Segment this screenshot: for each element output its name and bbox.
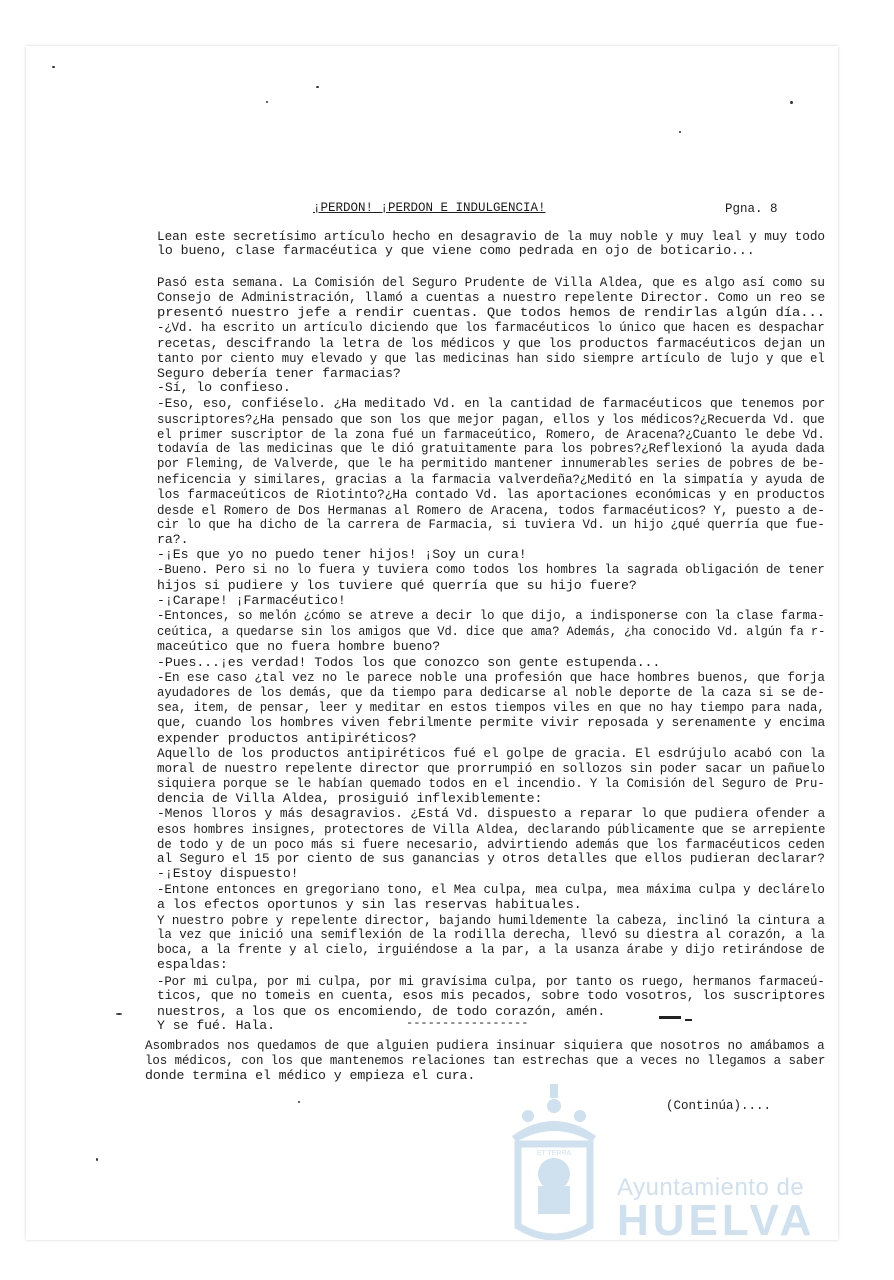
body-line: cir lo que ha dicho de la carrera de Farmacia, si tuviera Vd. un hijo ¿qué querría que fue-: [157, 517, 825, 532]
speck: [52, 66, 55, 68]
body-line: de todo y de un poco más si fuere necesario, advirtiendo además que los farmacéuticos ceden: [157, 837, 825, 852]
body-line: presentó nuestro jefe a rendir cuentas. Que todos hemos de rendirlas algún día...: [157, 305, 825, 320]
separator-line: -----------------: [406, 1016, 529, 1030]
footer-line: Asombrados nos quedamos de que alguien pudiera insinuar siquiera que nosotros no amábamos a: [145, 1038, 825, 1053]
body-line: lo bueno, clase farmacéutica y que viene como pedrada en ojo de boticario...: [157, 243, 755, 258]
body-line: -Eso, eso, confiéselo. ¿Ha meditado Vd. en la cantidad de farmacéuticos que tenemos por: [157, 396, 826, 411]
body-line: por Fleming, de Valverde, que le ha permitido mantener innumerables series de pobres de be-: [157, 456, 825, 471]
body-line: Lean este secretísimo artículo hecho en desagravio de la muy noble y muy leal y muy todo: [157, 229, 826, 244]
body-line: -Pues...¡es verdad! Todos los que conozco son gente estupenda...: [157, 655, 661, 670]
body-line: Consejo de Administración, llamó a cuentas a nuestro repelente Director. Como un reo se: [157, 290, 826, 305]
ink-mark: [685, 1019, 692, 1021]
page-number: Pgna. 8: [725, 202, 778, 216]
body-line: ra?.: [157, 532, 189, 547]
body-line: Y nuestro pobre y repelente director, bajando humildemente la cabeza, inclinó la cintura a: [157, 913, 825, 928]
footer-line: donde termina el médico y empieza el cura.: [145, 1068, 476, 1083]
body-line: ceútica, a quedarse sin los amigos que Vd. dice que ama? Además, ¿ha conocido Vd. algún fa r-: [157, 624, 826, 639]
speck: [96, 1158, 98, 1161]
footer-line: los médicos, con los que mantenemos relaciones tan estrechas que a veces no llegamos a saber: [145, 1053, 826, 1068]
body-line: desde el Romero de Dos Hermanas al Romero de Aracena, todos farmacéuticos? Y, puesto a de-: [157, 503, 825, 518]
body-line: Aquello de los productos antipiréticos fué el golpe de gracia. El esdrújulo acabó con la: [157, 746, 826, 761]
watermark-line-2: HUELVA: [617, 1196, 816, 1240]
body-line: siquiera porque se le habían quemado todos en el incendio. Y la Comisión del Seguro de Pru-: [157, 776, 825, 791]
body-line: la vez que inició una semiflexión de la rodilla derecha, llevó su diestra al corazón, a la: [157, 927, 825, 942]
body-line: ticos, que no tomeis en cuenta, esos mis pecados, sobre todo vosotros, los suscriptores: [157, 988, 826, 1003]
body-line: -Menos lloros y más desagravios. ¿Está Vd. dispuesto a reparar lo que pudiera ofender a: [157, 806, 826, 821]
body-line: Seguro debería tener farmacias?: [157, 366, 401, 381]
body-line: -¡Es que yo no puedo tener hijos! ¡Soy un cura!: [157, 547, 527, 562]
speck: [679, 131, 681, 133]
speck: [316, 86, 319, 88]
body-line: moral de nuestro repelente director que prorrumpió en sollozos sin poder sacar un pañuelo: [157, 761, 825, 776]
body-line: -¡Carape! ¡Farmacéutico!: [157, 593, 346, 608]
body-line: suscriptores?¿Ha pensado que son los que mejor pagan, ellos y los médicos?¿Recuerda Vd. que: [157, 412, 825, 427]
body-line: que, cuando los hombres viven febrilmente permite vivir reposada y serenamente y encima: [157, 715, 826, 730]
speck: [298, 1101, 300, 1103]
body-line: maceútico que no fuera hombre bueno?: [157, 639, 441, 654]
speck: [116, 1013, 122, 1015]
continues-label: (Continúa)....: [666, 1099, 772, 1113]
body-line: ayudadores de los demás, que da tiempo para dedicarse al noble deporte de la caza si se de-: [157, 685, 825, 700]
body-line: al Seguro el 15 por ciento de sus ganancias y otros detalles que ellos pudieran declarar?: [157, 851, 825, 866]
body-line: -Entone entonces en gregoriano tono, el Mea culpa, mea culpa, mea máxima culpa y declárelo: [157, 882, 825, 897]
watermark-line-1: Ayuntamiento de: [617, 1174, 805, 1201]
page-title: ¡PERDON! ¡PERDON E INDULGENCIA!: [313, 201, 546, 215]
body-line: -Entonces, so melón ¿cómo se atreve a decir lo que dijo, a indisponerse con la clase farma-: [157, 608, 825, 623]
body-line: hijos si pudiere y los tuviere qué querría que su hijo fuere?: [157, 578, 637, 593]
body-line: Pasó esta semana. La Comisión del Seguro Prudente de Villa Aldea, que es algo así como su: [157, 275, 825, 290]
body-line: sea, item, de pensar, leer y meditar en estos tiempos viles en que no hay tiempo para nada,: [157, 700, 825, 715]
body-line: a los efectos oportunos y sin las reservas habituales.: [157, 897, 582, 912]
ink-mark: [659, 1016, 681, 1019]
body-line: espaldas:: [157, 957, 228, 972]
body-line: tanto por ciento muy elevado y que las medicinas han sido siempre artículo de lujo y que el: [157, 351, 825, 366]
body-line: -Bueno. Pero si no lo fuera y tuviera como todos los hombres la sagrada obligación de tener: [157, 562, 825, 577]
body-line: dencia de Villa Aldea, prosiguió inflexiblemente:: [157, 791, 543, 806]
seal-lettering: ET TERRA: [536, 1150, 572, 1157]
body-line: todavía de las medicinas que le dió gratuitamente para los pobres?¿Reflexionó la ayuda dada: [157, 441, 825, 456]
body-line: recetas, descifrando la letra de los médicos y que los productos farmacéuticos dejan un: [157, 336, 826, 351]
body-line: expender productos antipiréticos?: [157, 731, 417, 746]
body-line: el primer suscriptor de la zona fué un farmaceútico, Romero, de Aracena?¿Cuanto le debe Vd.: [157, 427, 825, 442]
body-line: -¡Estoy dispuesto!: [157, 866, 299, 881]
body-line: los farmaceúticos de Riotinto?¿Ha contado Vd. las aportaciones económicas y en productos: [157, 487, 826, 502]
document-sheet: [26, 46, 838, 1240]
body-line: Y se fué. Hala.: [157, 1018, 275, 1033]
speck: [790, 101, 793, 104]
body-line: esos hombres insignes, protectores de Villa Aldea, declarando públicamente que se arrepiente: [157, 822, 826, 837]
body-line: -¿Vd. ha escrito un artículo diciendo que los farmacéuticos lo único que hacen es despachar: [157, 320, 825, 335]
body-line: -Sí, lo confieso.: [157, 380, 291, 395]
speck: [266, 101, 268, 103]
body-line: neficencia y similares, gracias a la farmacia valverdeña?¿Meditó en la simpatía y ayuda de: [157, 472, 825, 487]
body-line: nuestros, a los que os encomiendo, de todo corazón, amén.: [157, 1004, 606, 1019]
body-line: -Por mi culpa, por mi culpa, por mi gravísima culpa, por tanto os ruego, hermanos farmaceú-: [157, 974, 825, 989]
body-line: -En ese caso ¿tal vez no le parece noble una profesión que hace hombres buenos, que forja: [157, 670, 825, 685]
body-line: boca, a la frente y al cielo, irguiéndose a la par, a la usanza árabe y dijo retirándose de: [157, 942, 825, 957]
